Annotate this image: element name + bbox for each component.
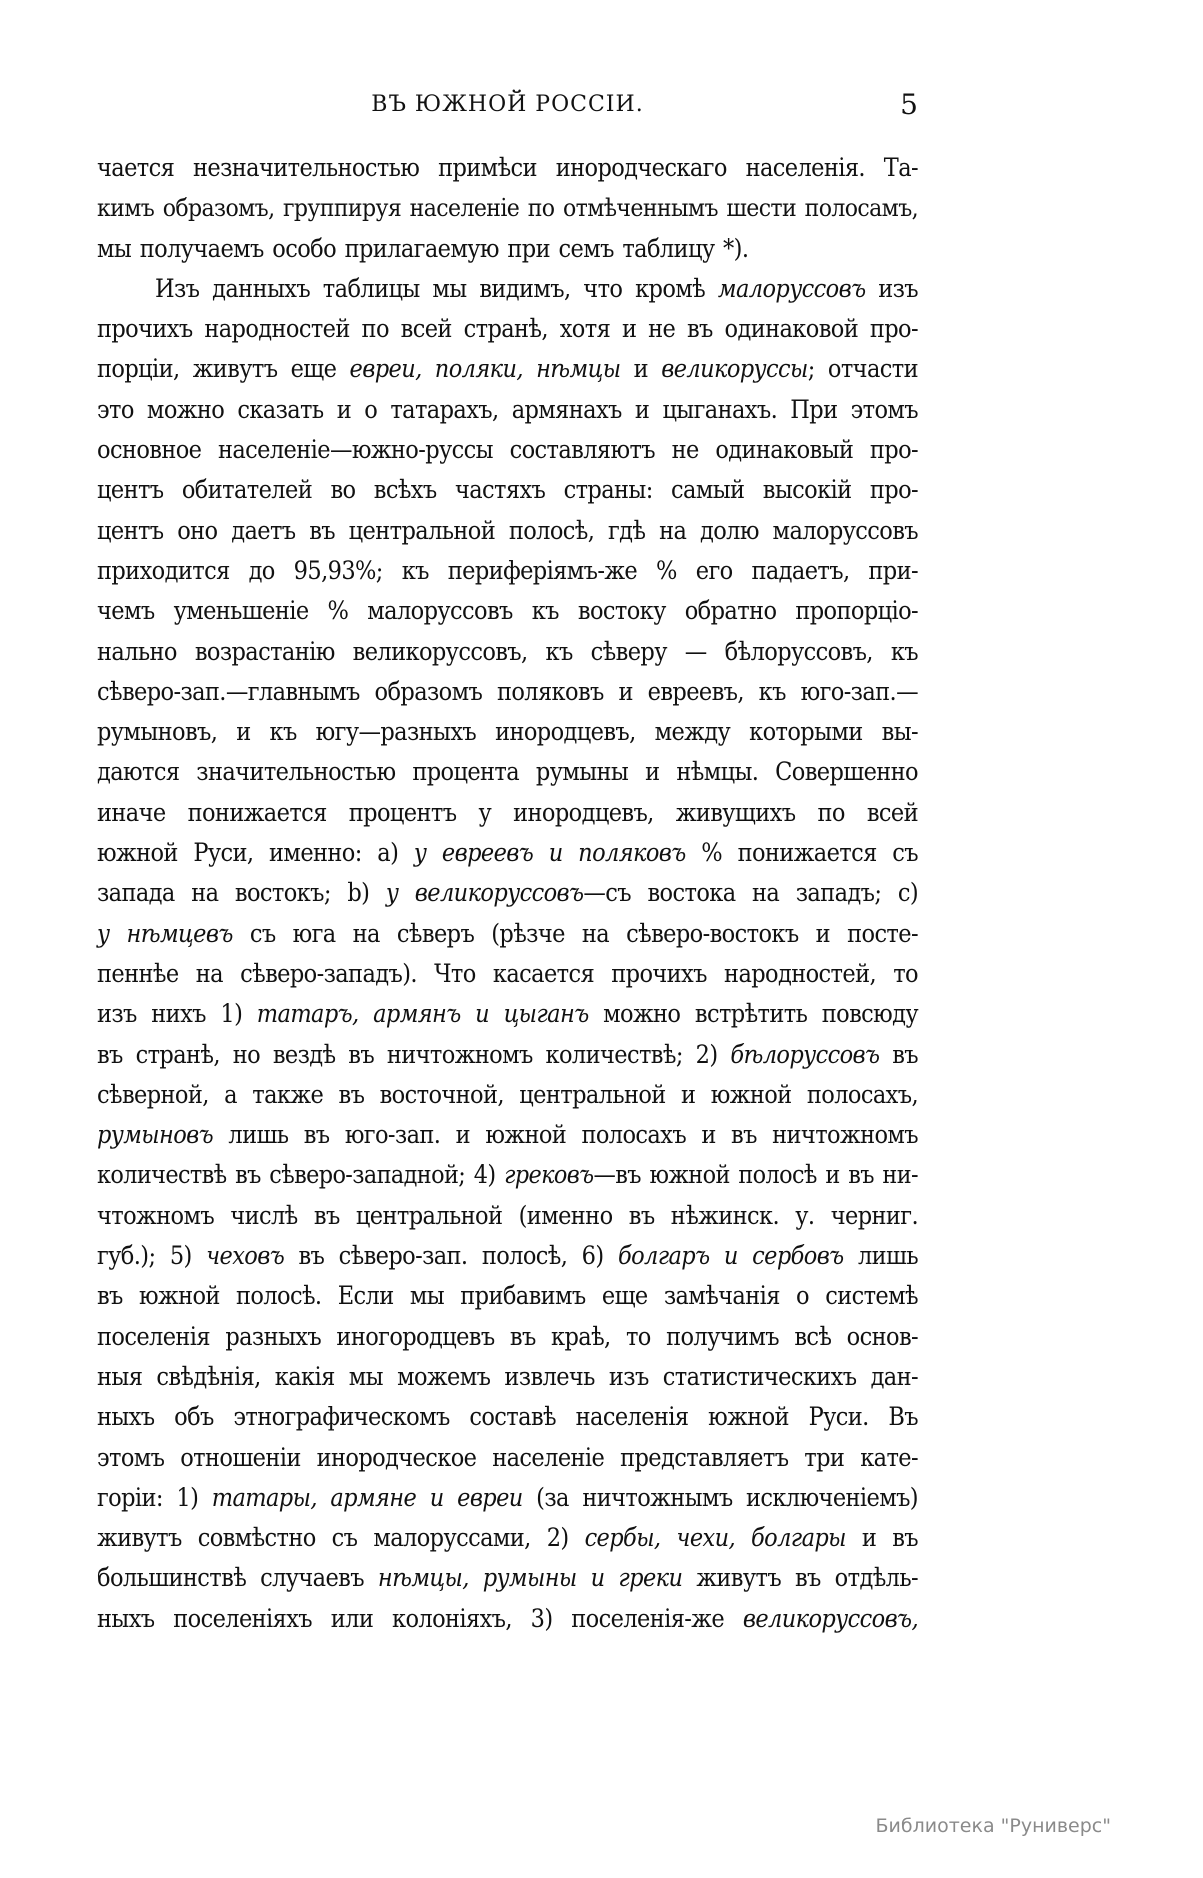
text-segment: и	[620, 354, 662, 384]
text-segment: изъ	[865, 273, 918, 303]
text-line	[97, 1196, 918, 1236]
text-segment: центъ обитателей во всѣхъ частяхъ страны: самый высокій про-	[97, 475, 918, 505]
text-line	[97, 1478, 918, 1518]
text-segment: Изъ данныхъ таблицы мы видимъ, что кромѣ	[155, 273, 718, 303]
text-segment: количествѣ въ сѣверо-западной; 4)	[97, 1160, 505, 1190]
text-segment: и въ	[845, 1523, 918, 1553]
text-line	[97, 1317, 918, 1357]
text-line	[97, 430, 918, 470]
text-line	[97, 1599, 918, 1639]
text-segment: въ	[879, 1039, 918, 1069]
text-line	[97, 873, 918, 913]
text-segment: прочихъ народностей по всей странѣ, хотя и не въ одинаковой про-	[97, 314, 918, 344]
text-segment: чается незначительностью примѣси инородческаго населенія. Та-	[97, 153, 918, 182]
text-segment: это можно сказать и о татарахъ, армянахъ и цыганахъ. При этомъ	[97, 394, 918, 424]
text-line	[97, 148, 918, 188]
text-line	[97, 1075, 918, 1115]
text-segment: сѣверо-зап.—главнымъ образомъ поляковъ и евреевъ, къ юго-зап.—	[97, 676, 918, 706]
text-line	[97, 994, 918, 1034]
italic-text: румыновъ	[97, 1120, 214, 1150]
text-line	[97, 752, 918, 792]
text-segment: въ сѣверо-зап. полосѣ, 6)	[284, 1241, 618, 1271]
text-segment: ныхъ поселеніяхъ или колоніяхъ, 3) поселенія-же	[97, 1603, 743, 1633]
text-line	[97, 833, 918, 873]
italic-text: евреи, поляки, нѣмцы	[349, 354, 621, 384]
text-segment: южной Руси, именно: a)	[97, 838, 414, 868]
body-text	[97, 148, 918, 1639]
text-segment: лишь	[843, 1241, 918, 1271]
text-line	[97, 1397, 918, 1437]
text-segment: (за ничтожнымъ исключеніемъ)	[522, 1482, 918, 1512]
text-segment: ныя свѣдѣнія, какія мы можемъ извлечь изъ статистическихъ дан-	[97, 1361, 918, 1391]
text-segment: губ.); 5)	[97, 1241, 207, 1271]
text-line	[97, 188, 918, 228]
text-segment: пеннѣе на сѣверо-западъ). Что касается прочихъ народностей, то	[97, 958, 918, 988]
text-segment: мы получаемъ особо прилагаемую при семъ таблицу *).	[97, 233, 749, 263]
text-segment: можно встрѣтить повсюду	[588, 999, 919, 1029]
text-segment: —въ южной полосѣ и въ ни-	[593, 1160, 918, 1190]
text-line	[97, 390, 918, 430]
text-segment: румыновъ, и къ югу—разныхъ инородцевъ, между которыми вы-	[97, 717, 918, 747]
text-line	[97, 1438, 918, 1478]
text-segment: приходится до 95,93%; къ периферіямъ-же % его падаетъ, при-	[97, 555, 918, 585]
text-segment: нально возрастанію великоруссовъ, къ сѣверу — бѣлоруссовъ, къ	[97, 636, 918, 666]
italic-text: татаръ, армянъ и цыганъ	[256, 999, 589, 1029]
text-segment: запада на востокъ; b)	[97, 878, 386, 908]
page-number: 5	[900, 88, 918, 121]
text-line	[97, 551, 918, 591]
text-segment: сѣверной, а также въ восточной, центральной и южной полосахъ,	[97, 1079, 918, 1109]
text-line	[97, 914, 918, 954]
text-segment: живутъ въ отдѣль-	[682, 1563, 918, 1593]
library-watermark: Библиотека "Руниверс"	[875, 1815, 1111, 1837]
text-line	[97, 309, 918, 349]
italic-text: великоруссы	[661, 354, 808, 384]
text-segment: этомъ отношеніи инородческое населеніе представляетъ три кате-	[97, 1442, 918, 1472]
text-segment: горіи: 1)	[97, 1482, 212, 1512]
text-segment: ныхъ объ этнографическомъ составѣ населенія южной Руси. Въ	[97, 1402, 918, 1432]
italic-text: сербы, чехи, болгары	[584, 1523, 846, 1553]
text-line	[97, 672, 918, 712]
text-segment: —съ востока на западъ; c)	[583, 878, 918, 908]
italic-text: болгаръ и сербовъ	[617, 1241, 844, 1271]
text-line	[97, 470, 918, 510]
text-segment: большинствѣ случаевъ	[97, 1563, 378, 1593]
italic-text: малоруссовъ	[717, 273, 866, 303]
text-line	[97, 349, 918, 389]
text-segment: иначе понижается процентъ у инородцевъ, живущихъ по всей	[97, 797, 918, 827]
running-title: ВЪ ЮЖНОЙ РОССІИ.	[371, 92, 644, 117]
text-line	[97, 1518, 918, 1558]
text-line	[97, 793, 918, 833]
text-segment: ; отчасти	[807, 354, 918, 384]
text-segment: порціи, живутъ еще	[97, 354, 350, 384]
text-line	[97, 591, 918, 631]
text-segment: поселенія разныхъ иногородцевъ въ краѣ, то получимъ всѣ основ-	[97, 1321, 918, 1351]
italic-text: бѣлоруссовъ	[730, 1039, 880, 1069]
italic-text: у евреевъ и поляковъ	[413, 838, 686, 868]
text-segment: въ странѣ, но вездѣ въ ничтожномъ количествѣ; 2)	[97, 1039, 731, 1069]
italic-text: великоруссовъ,	[742, 1603, 918, 1633]
text-line	[97, 1035, 918, 1075]
italic-text: нѣмцы, румыны и греки	[377, 1563, 683, 1593]
text-line	[97, 511, 918, 551]
italic-text: у великоруссовъ	[385, 878, 584, 908]
text-segment: чемъ уменьшеніе % малоруссовъ къ востоку обратно пропорціо-	[97, 596, 918, 626]
page-header	[97, 88, 918, 124]
italic-text: у нѣмцевъ	[97, 918, 233, 948]
text-line	[97, 1276, 918, 1316]
text-line	[97, 1357, 918, 1397]
text-segment: % понижается съ	[685, 838, 918, 868]
text-segment: центъ оно даетъ въ центральной полосѣ, гдѣ на долю малоруссовъ	[97, 515, 918, 545]
text-line	[97, 1115, 918, 1155]
italic-text: грековъ	[504, 1160, 594, 1190]
text-segment: съ юга на сѣверъ (рѣзче на сѣверо-востокъ и посте-	[232, 918, 918, 948]
text-line	[97, 632, 918, 672]
italic-text: татары, армяне и евреи	[211, 1482, 523, 1512]
text-segment: живутъ совмѣстно съ малоруссами, 2)	[97, 1523, 585, 1553]
text-segment: въ южной полосѣ. Если мы прибавимъ еще замѣчанія о системѣ	[97, 1281, 918, 1311]
text-segment: даются значительностью процента румыны и нѣмцы. Совершенно	[97, 757, 918, 787]
text-segment: изъ нихъ 1)	[97, 999, 257, 1029]
text-line	[97, 1558, 918, 1598]
text-line	[97, 1155, 918, 1195]
text-segment: кимъ образомъ, группируя населеніе по отмѣченнымъ шести полосамъ,	[97, 193, 918, 223]
text-segment: чтожномъ числѣ въ центральной (именно въ нѣжинск. у. черниг.	[97, 1200, 918, 1230]
text-line	[97, 954, 918, 994]
text-line	[97, 229, 918, 269]
text-line	[97, 269, 918, 309]
text-segment: лишь въ юго-зап. и южной полосахъ и въ ничтожномъ	[213, 1120, 918, 1150]
text-line	[97, 1236, 918, 1276]
text-line	[97, 712, 918, 752]
italic-text: чеховъ	[206, 1241, 285, 1271]
text-segment: основное населеніе—южно-руссы составляютъ не одинаковый про-	[97, 435, 918, 465]
